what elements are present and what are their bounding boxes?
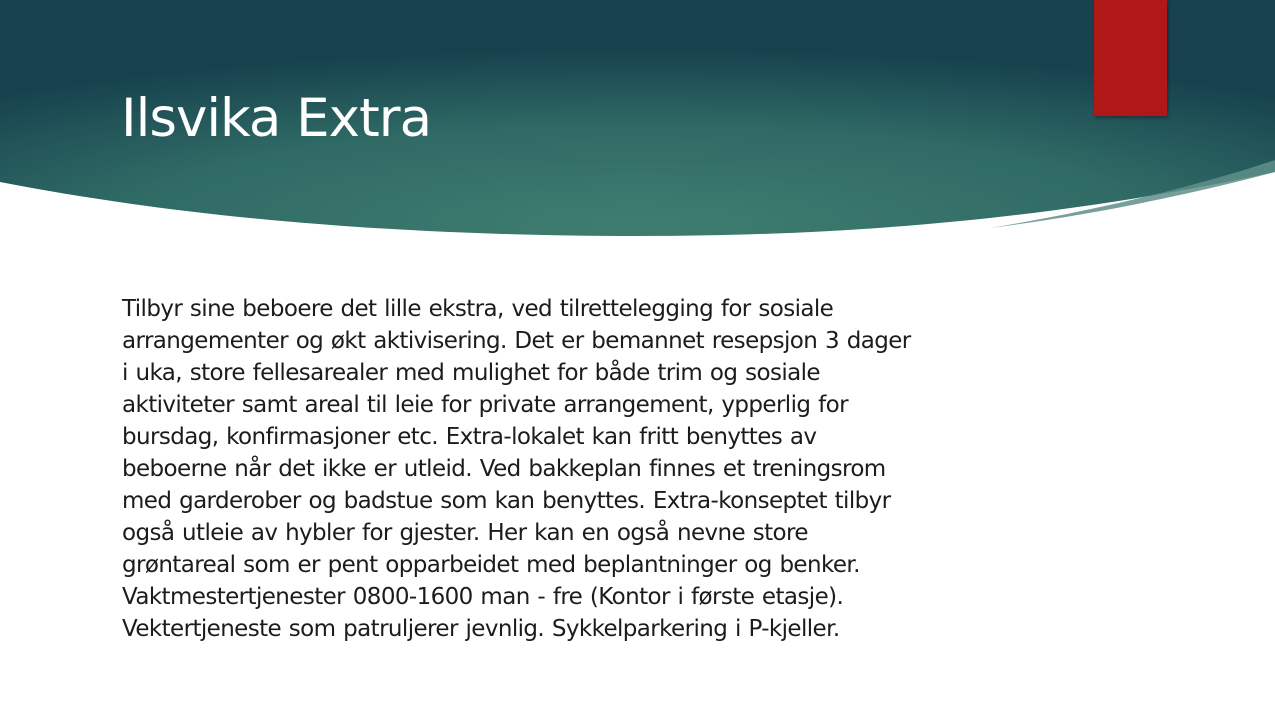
body-line: Tilbyr sine beboere det lille ekstra, ved tilrettelegging for sosiale: [122, 296, 834, 322]
body-line: med garderober og badstue som kan benyttes. Extra-konseptet tilbyr: [122, 488, 891, 514]
body-line: i uka, store fellesarealer med mulighet for både trim og sosiale: [122, 360, 820, 386]
body-line: aktiviteter samt areal til leie for private arrangement, ypperlig for: [122, 392, 848, 418]
body-line: grøntareal som er pent opparbeidet med beplantninger og benker.: [122, 552, 860, 578]
body-line: bursdag, konfirmasjoner etc. Extra-lokalet kan fritt benyttes av: [122, 424, 817, 450]
slide-title: Ilsvika Extra: [121, 88, 432, 149]
body-text: [122, 293, 1052, 645]
accent-bar: [1094, 0, 1167, 116]
body-line: Vektertjeneste som patruljerer jevnlig. Sykkelparkering i P-kjeller.: [122, 616, 840, 642]
body-line: Vaktmestertjenester 0800-1600 man - fre (Kontor i første etasje).: [122, 584, 844, 610]
body-line: også utleie av hybler for gjester. Her kan en også nevne store: [122, 520, 808, 546]
body-line: beboerne når det ikke er utleid. Ved bakkeplan finnes et treningsrom: [122, 456, 886, 482]
body-line: arrangementer og økt aktivisering. Det er bemannet resepsjon 3 dager: [122, 328, 911, 354]
